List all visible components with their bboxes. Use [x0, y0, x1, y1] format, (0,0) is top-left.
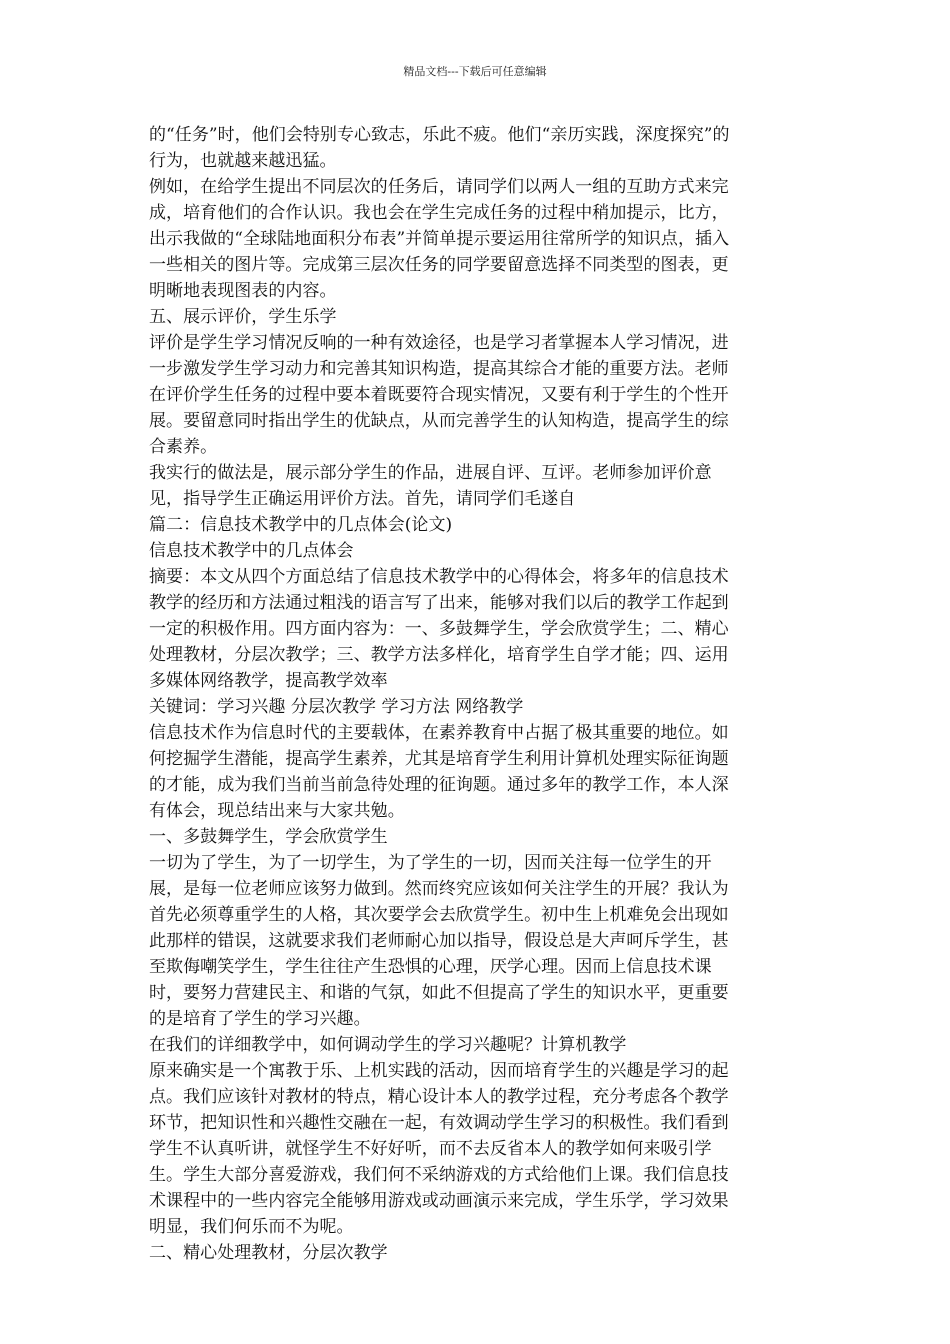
text-line: 篇二：信息技术教学中的几点体会(论文) [149, 515, 453, 535]
text-line: 环节，把知识性和兴趣性交融在一起，有效调动学生学习的积极性。我们看到 [149, 1113, 729, 1133]
text-line: 至欺侮嘲笑学生，学生往往产生恐惧的心理，厌学心理。因而上信息技术课 [149, 957, 712, 977]
text-line: 评价是学生学习情况反响的一种有效途径，也是学习者掌握本人学习情况，进 [149, 333, 729, 353]
text-line: 一切为了学生，为了一切学生，为了学生的一切，因而关注每一位学生的开 [149, 853, 712, 873]
text-line: 时，要努力营建民主、和谐的气氛，如此不但提高了学生的知识水平，更重要 [149, 983, 729, 1003]
text-line: 例如，在给学生提出不同层次的任务后，请同学们以两人一组的互助方式来完 [149, 177, 729, 197]
text-line: 教学的经历和方法通过粗浅的语言写了出来，能够对我们以后的教学工作起到 [149, 593, 729, 613]
text-line: 一步激发学生学习动力和完善其知识构造，提高其综合才能的重要方法。老师 [149, 359, 729, 379]
text-line: 展。要留意同时指出学生的优缺点，从而完善学生的认知构造，提高学生的综 [149, 411, 729, 431]
text-line: 何挖掘学生潜能，提高学生素养，尤其是培育学生利用计算机处理实际征询题 [149, 749, 729, 769]
text-line: 信息技术教学中的几点体会 [149, 541, 354, 561]
text-line: 术课程中的一些内容完全能够用游戏或动画演示来完成，学生乐学，学习效果 [149, 1191, 729, 1211]
text-line: 一定的积极作用。四方面内容为：一、多鼓舞学生，学会欣赏学生；二、精心 [149, 619, 729, 639]
text-line: 处理教材，分层次教学；三、教学方法多样化，培育学生自学才能；四、运用 [149, 645, 729, 665]
text-line: 关键词：学习兴趣 分层次教学 学习方法 网络教学 [149, 697, 524, 717]
text-line: 的是培育了学生的学习兴趣。 [149, 1009, 371, 1029]
text-line: 二、精心处理教材，分层次教学 [149, 1243, 388, 1263]
text-line: 首先必须尊重学生的人格，其次要学会去欣赏学生。初中生上机难免会出现如 [149, 905, 729, 925]
text-line: 有体会，现总结出来与大家共勉。 [149, 801, 405, 821]
text-line: 我实行的做法是，展示部分学生的作品，进展自评、互评。老师参加评价意 [149, 463, 712, 483]
text-line: 的才能，成为我们当前当前急待处理的征询题。通过多年的教学工作，本人深 [149, 775, 729, 795]
text-line: 展，是每一位老师应该努力做到。然而终究应该如何关注学生的开展？我认为 [149, 879, 729, 899]
text-line: 在我们的详细教学中，如何调动学生的学习兴趣呢？计算机教学 [149, 1035, 627, 1055]
text-line: 在评价学生任务的过程中要本着既要符合现实情况，又要有利于学生的个性开 [149, 385, 729, 405]
text-line: 的“任务”时，他们会特别专心致志，乐此不疲。他们“亲历实践，深度探究”的 [149, 125, 730, 145]
text-line: 一些相关的图片等。完成第三层次任务的同学要留意选择不同类型的图表，更 [149, 255, 729, 275]
page-header: 精品文档---下载后可任意编辑 [403, 65, 547, 78]
text-line: 多媒体网络教学，提高教学效率 [149, 671, 388, 691]
text-line: 一、多鼓舞学生，学会欣赏学生 [149, 827, 388, 847]
text-line: 明晰地表现图表的内容。 [149, 281, 337, 301]
text-line: 行为，也就越来越迅猛。 [149, 151, 337, 171]
text-line: 出示我做的“全球陆地面积分布表”并简单提示要运用往常所学的知识点，插入 [149, 229, 730, 249]
text-line: 学生不认真听讲，就怪学生不好好听，而不去反省本人的教学如何来吸引学 [149, 1139, 712, 1159]
text-line: 此那样的错误，这就要求我们老师耐心加以指导，假设总是大声呵斥学生，甚 [149, 931, 729, 951]
text-line: 合素养。 [149, 437, 218, 457]
text-line: 明显，我们何乐而不为呢。 [149, 1217, 354, 1237]
text-line: 摘要：本文从四个方面总结了信息技术教学中的心得体会，将多年的信息技术 [149, 567, 729, 587]
text-line: 成，培育他们的合作认识。我也会在学生完成任务的过程中稍加提示，比方， [149, 203, 729, 223]
text-line: 生。学生大部分喜爱游戏，我们何不采纳游戏的方式给他们上课。我们信息技 [149, 1165, 729, 1185]
text-line: 原来确实是一个寓教于乐、上机实践的活动，因而培育学生的兴趣是学习的起 [149, 1061, 729, 1081]
text-line: 点。我们应该针对教材的特点，精心设计本人的教学过程，充分考虑各个教学 [149, 1087, 729, 1107]
text-line: 见，指导学生正确运用评价方法。首先，请同学们毛遂自 [149, 489, 576, 509]
text-line: 信息技术作为信息时代的主要载体，在素养教育中占据了极其重要的地位。如 [149, 723, 729, 743]
document-body [149, 122, 803, 1266]
text-line: 五、展示评价，学生乐学 [149, 307, 337, 327]
